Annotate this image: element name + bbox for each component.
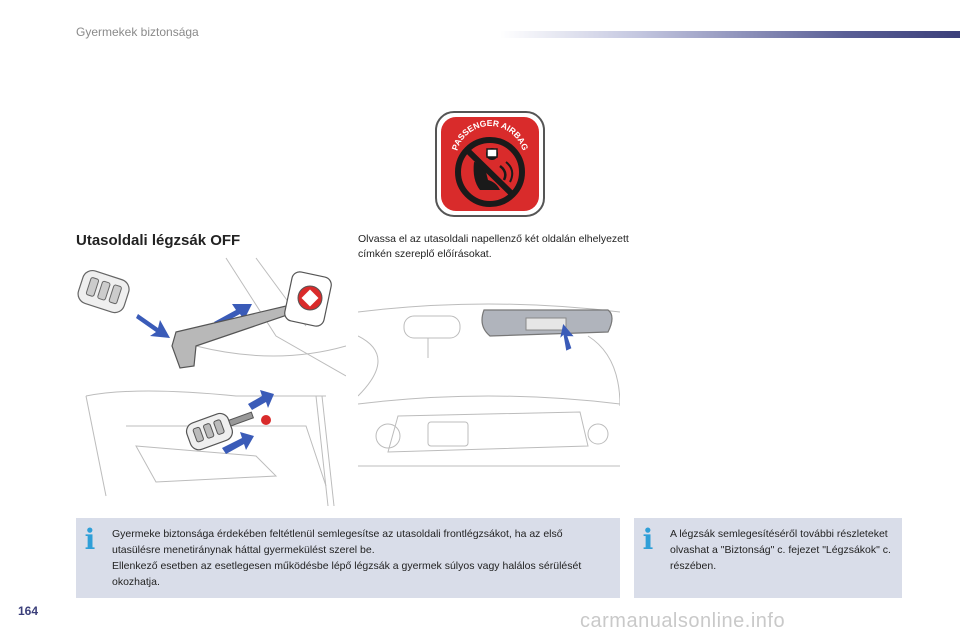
passenger-airbag-sign-icon — [434, 110, 546, 218]
page-number: 164 — [18, 604, 39, 618]
sign-label: PASSENGER AIRBAG — [449, 117, 531, 152]
info-icon: i — [84, 523, 96, 556]
info-text-reference: A légzsák semlegesítéséről további részleteket olvashat a "Biztonság" c. fejezet "Légzsákok" c. részében. — [670, 528, 891, 572]
header-decoration-bar — [500, 31, 960, 38]
page-header-title: Gyermekek biztonsága — [76, 25, 199, 39]
watermark: carmanualsonline.info — [580, 610, 786, 632]
glovebox-illustration — [76, 386, 346, 512]
info-box-reference — [634, 518, 902, 598]
intro-text: Olvassa el az utasoldali napellenző két oldalán elhelyezett címkén szereplő előírásokat. — [358, 233, 629, 260]
info-text-child-safety: Gyermeke biztonsága érdekében feltétlenül semlegesítse az utasoldali frontlégzsákot, ha az első utasülésre menetiránynak háttal gyermekülést szerel be. Ellenkező esetben az esetlegesen működésbe lépő légzsák a gyermek súlyos vagy halálos sérülését okozhatja. — [112, 528, 582, 588]
dashboard-sunvisor-illustration — [358, 296, 620, 472]
info-box-child-safety — [76, 518, 620, 598]
info-icon: i — [642, 523, 654, 556]
section-title: Utasoldali légzsák OFF — [76, 232, 241, 249]
key-switch-illustration — [76, 256, 346, 386]
